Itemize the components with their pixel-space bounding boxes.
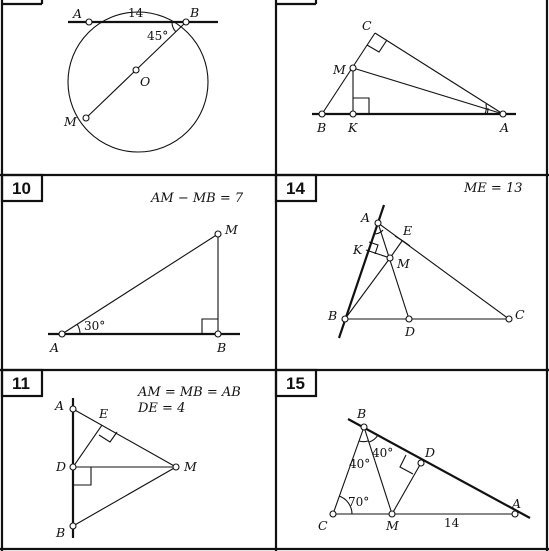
label-d: D: [56, 459, 67, 474]
point-d: [70, 464, 76, 470]
label-c: C: [515, 307, 525, 322]
label-c: C: [318, 518, 328, 533]
label-b: B: [56, 525, 66, 540]
label-angle-30: 30°: [84, 319, 106, 333]
label-b: B: [317, 120, 327, 135]
label-angle-b2: 40°: [372, 446, 394, 460]
label-e: E: [403, 223, 413, 238]
point-d: [418, 460, 424, 466]
point-m: [215, 231, 221, 237]
point-a: [512, 511, 518, 517]
panel-14: [276, 175, 525, 339]
segment-de: [73, 425, 102, 467]
angle-arc-a: [77, 324, 80, 334]
point-m: [83, 115, 89, 121]
label-d: D: [405, 324, 416, 339]
point-a: [70, 406, 76, 412]
condition-11-line-1: AM = MB = AB: [138, 385, 241, 400]
panel-9-circle-diagram: [63, 5, 218, 152]
point-k: [350, 111, 356, 117]
label-len-14: 14: [128, 6, 144, 20]
label-m: M: [184, 459, 197, 474]
segment-bm: [345, 258, 390, 319]
problem-number-14: 14: [286, 179, 305, 198]
problem-number-11: 11: [12, 374, 30, 393]
point-a: [375, 220, 381, 226]
segment-mk: [366, 250, 390, 258]
label-a: A: [361, 210, 371, 225]
panel-13-triangle-diagram: [312, 18, 516, 135]
label-a: A: [55, 398, 65, 413]
label-b: B: [217, 340, 227, 355]
label-k: K: [348, 120, 358, 135]
label-a: A: [73, 6, 83, 21]
label-m: M: [225, 222, 238, 237]
condition-14: ME = 13: [464, 181, 523, 196]
condition-10: AM − MB = 7: [151, 191, 244, 206]
point-b: [70, 523, 76, 529]
side-ca: [375, 33, 503, 114]
side-bm: [73, 467, 176, 526]
point-m: [350, 65, 356, 71]
label-b: B: [328, 308, 338, 323]
label-m: M: [386, 518, 399, 533]
angle-arc-b-left: [359, 441, 368, 442]
label-m: M: [397, 256, 410, 271]
line-ba-extended: [348, 419, 530, 518]
label-e: E: [99, 406, 109, 421]
label-c: C: [362, 18, 372, 33]
label-d: D: [425, 445, 436, 460]
point-m: [387, 255, 393, 261]
label-m: M: [333, 62, 346, 77]
right-angle-e: [99, 432, 117, 442]
label-angle-c: 70°: [348, 495, 370, 509]
point-b: [342, 316, 348, 322]
segment-ma: [353, 68, 503, 114]
circle: [68, 12, 208, 152]
label-angle-45: 45°: [147, 29, 169, 43]
point-d: [406, 316, 412, 322]
problem-number-15: 15: [286, 374, 305, 393]
label-angle-b1: 40°: [349, 457, 371, 471]
point-b: [215, 331, 221, 337]
panel-15: [276, 370, 530, 533]
panel-10: [2, 175, 244, 355]
label-len-14: 14: [444, 516, 460, 530]
point-a: [86, 19, 92, 25]
point-c: [506, 316, 512, 322]
label-b: B: [190, 5, 200, 20]
panel-11: [2, 370, 241, 540]
point-m: [173, 464, 179, 470]
label-a: A: [50, 340, 60, 355]
problem-number-10: 10: [12, 179, 31, 198]
label-m: M: [64, 114, 77, 129]
label-o: O: [140, 74, 151, 89]
right-angle-c: [367, 40, 387, 52]
right-angle-d: [73, 467, 91, 485]
point-a: [500, 111, 506, 117]
point-b: [183, 19, 189, 25]
angle-arc-b: [172, 22, 176, 32]
point-m: [389, 511, 395, 517]
side-am: [73, 409, 176, 467]
label-b: B: [357, 406, 367, 421]
right-angle-d: [400, 455, 413, 474]
label-k: K: [353, 242, 363, 257]
label-a: A: [500, 120, 510, 135]
label-a: A: [512, 496, 522, 511]
condition-11-line-2: DE = 4: [138, 401, 186, 416]
point-b: [319, 111, 325, 117]
point-c: [330, 511, 336, 517]
point-o: [133, 67, 139, 73]
point-b: [361, 424, 367, 430]
angle-arc-b-right: [369, 435, 378, 442]
point-a: [59, 331, 65, 337]
